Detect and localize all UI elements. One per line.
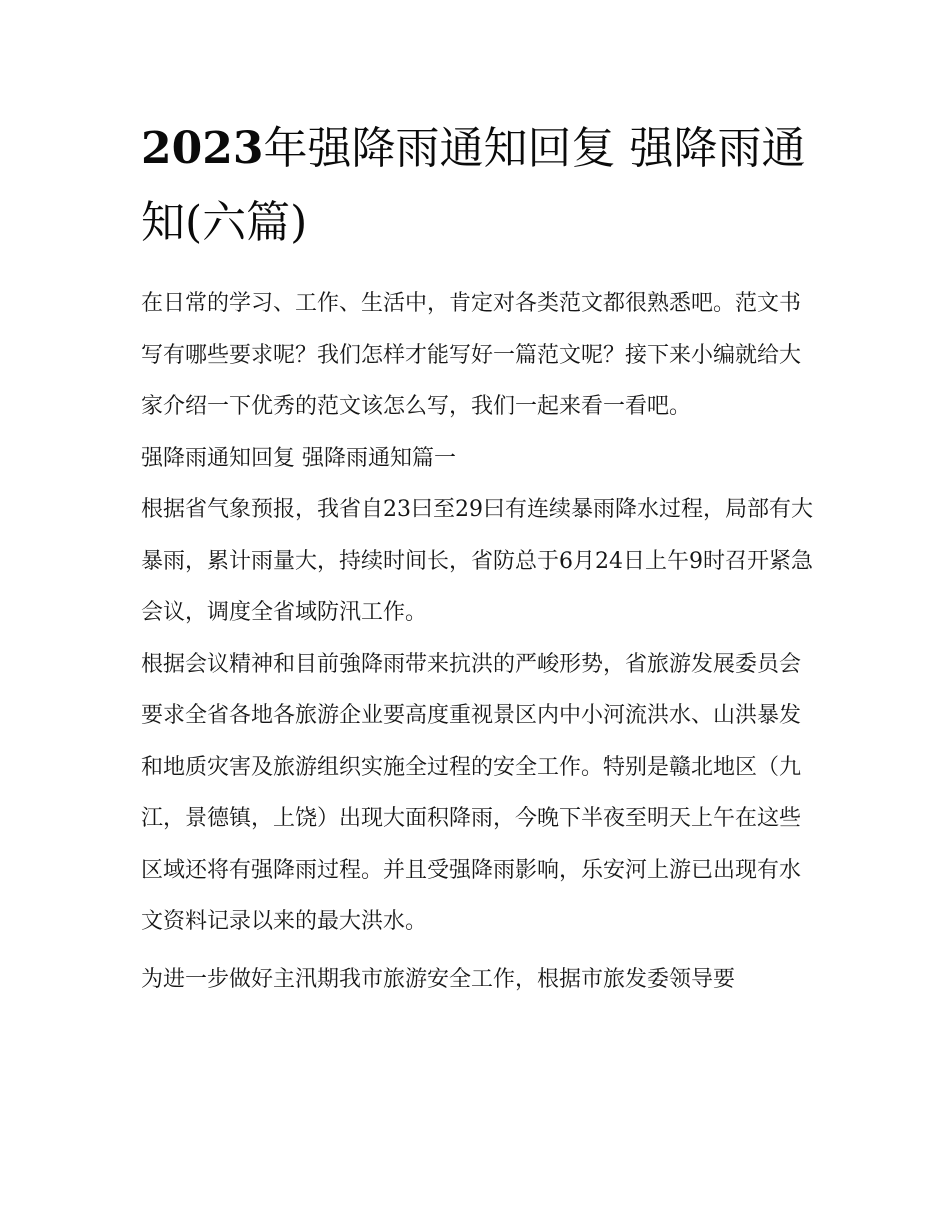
intro-paragraph: 在日常的学习、工作、生活中，肯定对各类范文都很熟悉吧。范文书写有哪些要求呢？我们怎样才能写好一篇范文呢？接下来小编就给大家介绍一下优秀的范文该怎么写，我们一起来看一看吧。 [141,291,802,419]
document-content [141,112,813,1005]
body-paragraph: 根据省气象预报，我省自23曰至29曰有连续暴雨降水过程，局部有大暴雨，累计雨量大，持续时间长，省防总于6月24日上午9时召开紧急会议，调度全省域防汛工作。 [141,497,813,625]
title-text: 年强降雨通知回复 强降雨通知(六篇) [141,123,806,248]
body-paragraph: 为进一步做好主汛期我市旅游安全工作，根据市旅发委领导要 [141,966,736,992]
title-year: 2023 [141,123,264,174]
body-paragraph: 根据会议精神和目前強降雨带来抗洪的严峻形势，省旅游发展委员会要求全省各地各旅游企业要高度重视景区内中小河流洪水、山洪暴发和地质灾害及旅游组织实施全过程的安全工作。特别是赣北地区（九江，景德镇，上饶）出现大面积降雨，今晚下半夜至明天上午在这些区域还将有强降雨过程。并且受强降雨影响，乐安河上游已出现有水文资料记录以来的最大洪水。 [141,651,802,934]
document-title [141,112,813,260]
document-body [141,278,813,1005]
section-heading: 强降雨通知回复 强降雨通知篇一 [141,445,456,471]
